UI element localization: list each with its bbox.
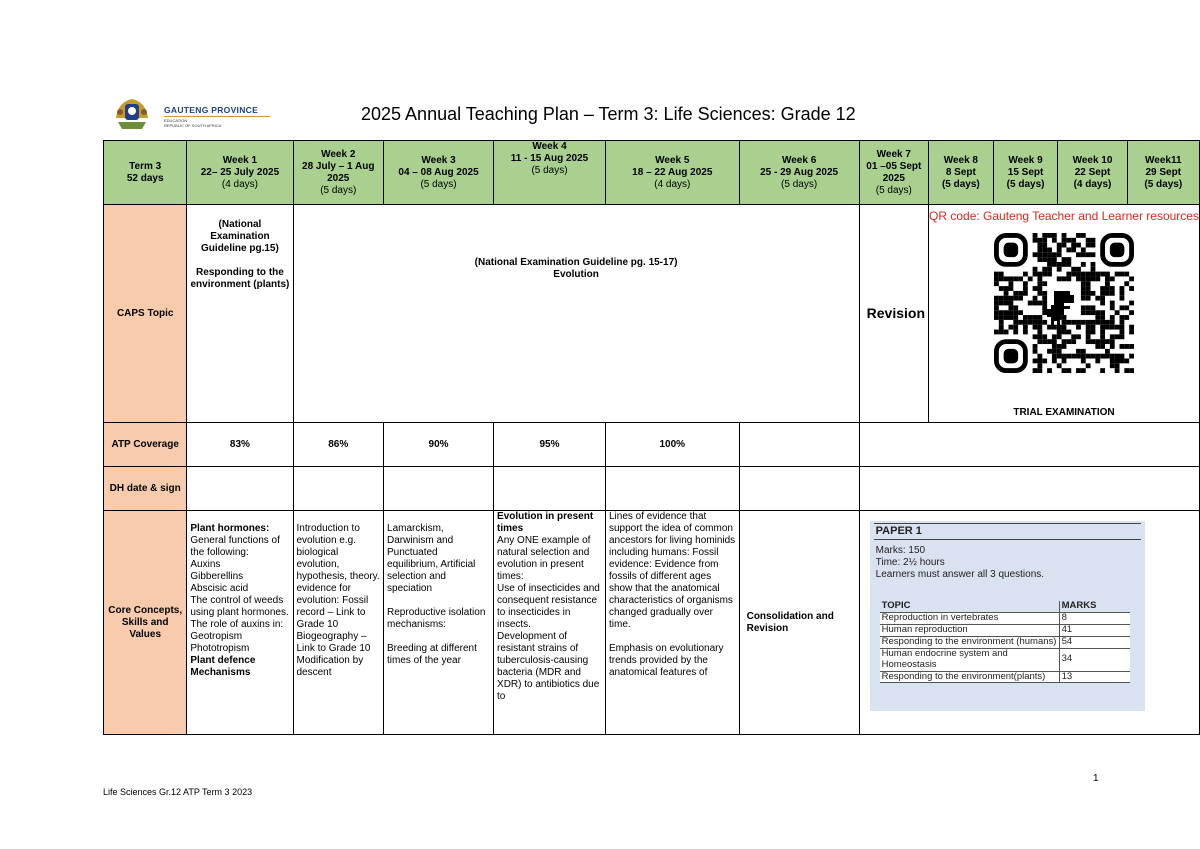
table-row: Responding to the environment(plants) 13 (880, 671, 1130, 683)
core-week6: Consolidation and Revision (739, 511, 859, 735)
core-week1 (187, 511, 293, 735)
atp-week6 (739, 423, 859, 467)
list-item: Abscisic acid (190, 583, 249, 594)
atp-coverage-label: ATP Coverage (104, 423, 187, 467)
list-item: General functions of the following: (190, 535, 280, 558)
atp-week4: 95% (494, 423, 606, 467)
week8-header: Week 8 8 Sept (5 days) (929, 141, 994, 205)
coat-of-arms-icon (112, 96, 152, 132)
qr-code-title: QR code: Gauteng Teacher and Learner resources (929, 209, 1199, 223)
table-row: Human reproduction 41 (880, 624, 1130, 636)
week2-header: Week 2 28 July – 1 Aug 2025 (5 days) (293, 141, 384, 205)
week9-header: Week 9 15 Sept (5 days) (993, 141, 1058, 205)
core-concepts-label: Core Concepts, Skills and Values (104, 511, 187, 735)
list-item: Gibberellins (190, 571, 244, 582)
core-concepts-row (104, 511, 1200, 735)
caps-revision: Revision (859, 205, 928, 423)
logo-country: REPUBLIC OF SOUTH AFRICA (164, 123, 222, 128)
paper1-marks: Marks: 150 (875, 545, 926, 556)
week10-header: Week 10 22 Sept (4 days) (1058, 141, 1127, 205)
logo-title: GAUTENG PROVINCE (164, 105, 259, 115)
page-number: 1 (1093, 773, 1099, 784)
term-header: Term 3 52 days (104, 141, 187, 205)
core-week5: Lines of evidence that support the idea of common ancestors for living hominids including humans: Fossil evidence: Evidence from fossils of different ages show that the anatomical characteristics of organisms changed gradually over time. Emphasis on evolutionary trends provided by the anatomical features of (606, 511, 740, 735)
list-item: Use of insecticides and consequent resistance to insecticides in insects. (497, 583, 600, 630)
atp-week3: 90% (384, 423, 494, 467)
paper1-box (870, 521, 1145, 711)
logo-subtitle: EDUCATION (164, 118, 188, 123)
list-item: Any ONE example of natural selection and evolution in present times: (497, 535, 591, 582)
week11-header: Week11 29 Sept (5 days) (1127, 141, 1199, 205)
atp-coverage-row (104, 423, 1200, 467)
paper1-time: Time: 2½ hours (875, 557, 945, 568)
atp-week1: 83% (187, 423, 293, 467)
page-title: 2025 Annual Teaching Plan – Term 3: Life Sciences: Grade 12 (361, 104, 856, 124)
dh-label: DH date & sign (104, 467, 187, 511)
dh-week4[interactable] (494, 467, 606, 511)
table-row: Reproduction in vertebrates 8 (880, 612, 1130, 624)
week5-header: Week 5 18 – 22 Aug 2025 (4 days) (606, 141, 740, 205)
caps-qr-cell (929, 205, 1200, 423)
list-item: Development of resistant strains of tuberculosis-causing bacteria (MDR and XDR) to antibiotics due to (497, 631, 600, 702)
table-row: Human endocrine system and Homeostasis 34 (880, 648, 1130, 671)
header-row (104, 141, 1200, 205)
topic-header: TOPIC (880, 601, 1060, 612)
atp-week5: 100% (606, 423, 740, 467)
week1-header: Week 1 22– 25 July 2025 (4 days) (187, 141, 293, 205)
annual-teaching-plan-table (103, 140, 1200, 735)
core-week2: Introduction to evolution e.g. biological evolution, hypothesis, theory. evidence for evolution: Fossil record – Link to Grade 10 Biogeography – Link to Grade 10 Modification by descent (293, 511, 384, 735)
caps-topic-label: CAPS Topic (104, 205, 187, 423)
caps-evolution: (National Examination Guideline pg. 15-17) Evolution (293, 205, 859, 423)
core-week7-11 (859, 511, 1199, 735)
list-item: The control of weeds using plant hormones. (190, 595, 289, 618)
caps-week1: (National Examination Guideline pg.15) Responding to the environment (plants) (187, 205, 293, 423)
marks-header-row (880, 601, 1130, 612)
gauteng-logo (112, 96, 272, 134)
paper1-title: PAPER 1 (875, 525, 922, 537)
trial-examination: TRIAL EXAMINATION (1013, 407, 1115, 419)
dh-row (104, 467, 1200, 511)
caps-topic-row (104, 205, 1200, 423)
table-row: Responding to the environment (humans) 54 (880, 636, 1130, 648)
atp-week7-11 (859, 423, 1199, 467)
marks-header: MARKS (1059, 601, 1130, 612)
dh-week5[interactable] (606, 467, 740, 511)
atp-week2: 86% (293, 423, 384, 467)
list-item: Phototropism (190, 643, 250, 654)
dh-week6[interactable] (739, 467, 859, 511)
list-item: Geotropism (190, 631, 243, 642)
week3-header: Week 3 04 – 08 Aug 2025 (5 days) (384, 141, 494, 205)
week6-header: Week 6 25 - 29 Aug 2025 (5 days) (739, 141, 859, 205)
list-item: Evolution in present times (497, 511, 594, 534)
qr-code-icon (994, 233, 1134, 373)
list-item: Plant defence Mechanisms (190, 655, 256, 678)
dh-week7-11[interactable] (859, 467, 1199, 511)
week7-header: Week 7 01 –05 Sept 2025 (5 days) (859, 141, 928, 205)
list-item: Plant hormones: (190, 523, 270, 534)
qr-code[interactable] (994, 233, 1134, 373)
list-item: Auxins (190, 559, 221, 570)
dh-week3[interactable] (384, 467, 494, 511)
core-week4 (494, 511, 606, 735)
paper1-marks-table (880, 601, 1130, 683)
list-item: The role of auxins in: (190, 619, 284, 630)
paper1-instructions: Learners must answer all 3 questions. (875, 569, 1045, 580)
dh-week2[interactable] (293, 467, 384, 511)
footer-text: Life Sciences Gr.12 ATP Term 3 2023 (103, 787, 253, 797)
week4-header: Week 4 11 - 15 Aug 2025 (5 days) (494, 141, 606, 205)
dh-week1[interactable] (187, 467, 293, 511)
core-week3: Lamarckism, Darwinism and Punctuated equilibrium, Artificial selection and speciation Reproductive isolation mechanisms: Breeding at different times of the year (384, 511, 494, 735)
